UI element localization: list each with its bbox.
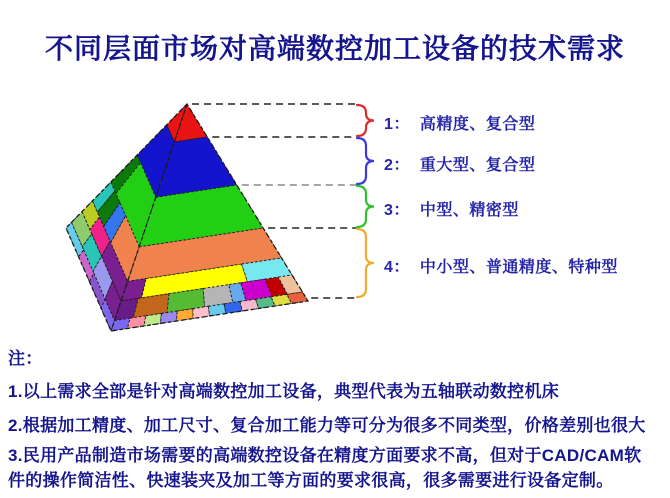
callout-level-2-label: 重大型、复合型 [419, 157, 536, 174]
note-line-3: 3.民用产品制造市场需要的高端数控设备在精度方面要求不高，但对于CAD/CAM软 [8, 446, 642, 465]
brace-level-4 [357, 229, 374, 297]
brace-level-1 [357, 105, 374, 136]
callout-level-4 [384, 254, 618, 277]
callout-level-3-number: 3： [384, 202, 410, 219]
notes-heading: 注： [8, 349, 43, 368]
callout-level-1-number: 1： [384, 116, 410, 133]
note-line-2: 2.根据加工精度、加工尺寸、复合加工能力等可分为很多不同类型，价格差别也很大 [8, 416, 646, 435]
pyramid-front-face-patch [144, 314, 162, 327]
callout-level-3-label: 中型、精密型 [419, 202, 519, 219]
brace-level-2 [357, 138, 374, 184]
callout-level-3 [384, 197, 519, 220]
brace-level-3 [357, 186, 374, 227]
note-line-1: 1.以上需求全部是针对高端数控加工设备，典型代表为五轴联动数控机床 [8, 382, 560, 401]
callout-level-1-label: 高精度、复合型 [419, 116, 536, 133]
note-line-3-continued: 件的操作简洁性、快速装夹及加工等方面的要求很高，很多需要进行设备定制。 [8, 471, 614, 490]
callout-level-2 [384, 152, 535, 175]
callout-level-2-number: 2： [384, 157, 410, 174]
callout-level-1 [384, 111, 535, 134]
callout-level-4-label: 中小型、普通精度、特种型 [419, 259, 618, 276]
slide-title: 不同层面市场对高端数控加工设备的技术需求 [44, 33, 625, 64]
callout-level-4-number: 4： [384, 259, 410, 276]
